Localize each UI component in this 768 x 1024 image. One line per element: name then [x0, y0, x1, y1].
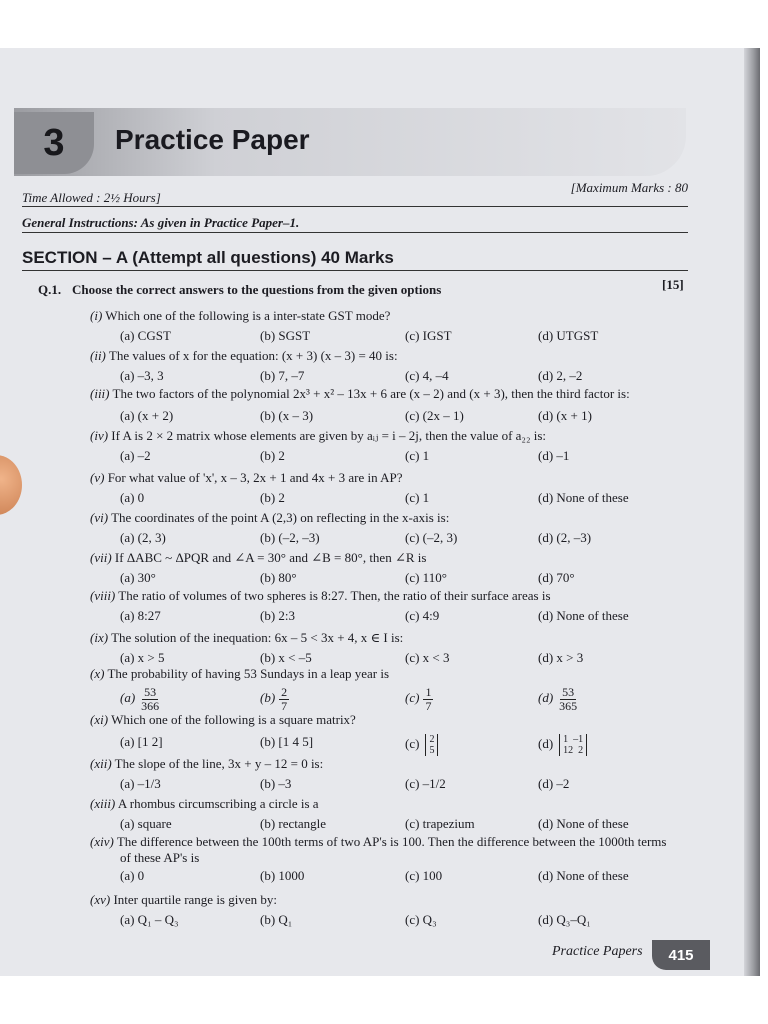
question-stem — [90, 308, 690, 324]
divider — [22, 270, 688, 271]
option-text: (d) None of these — [538, 608, 629, 623]
option — [120, 650, 165, 666]
item-number: (x) — [90, 666, 105, 681]
item-number: (vii) — [90, 550, 112, 565]
item-text: The difference between the 100th terms of two AP's is 100. Then the difference between the 1000th terms — [116, 834, 667, 849]
option-text: (d) x > 3 — [538, 650, 584, 665]
option — [538, 734, 587, 756]
option-text: (d) None of these — [538, 816, 629, 831]
question-stem — [90, 630, 690, 646]
footer-label: Practice Papers — [552, 944, 643, 959]
item-number: (iii) — [90, 386, 110, 401]
option-text: (b) –3 — [260, 776, 292, 791]
item-text: The values of x for the equation: (x + 3) (x – 3) = 40 is: — [108, 348, 398, 363]
option — [260, 868, 304, 884]
option-text: (a) square — [120, 816, 172, 831]
option-text: (d) (2, –3) — [538, 530, 592, 545]
option — [260, 490, 285, 506]
numerator: 2 — [281, 685, 288, 699]
option-text: (a) 0 — [120, 868, 145, 883]
item-text: If A is 2 × 2 matrix whose elements are given by aᵢⱼ = i – 2j, then the value of a₂₂ is: — [111, 428, 547, 443]
question-number: Q.1. — [38, 282, 62, 297]
numerator: 53 — [144, 685, 157, 699]
option-text: (a) –1/3 — [120, 776, 161, 791]
fraction — [423, 686, 433, 713]
question-stem — [90, 348, 690, 364]
option — [260, 686, 289, 713]
option — [405, 608, 439, 624]
item-text: The two factors of the polynomial 2x³ + x² – 13x + 6 are (x – 2) and (x + 3), then the third factor is: — [112, 386, 630, 401]
option-text: (c) x < 3 — [405, 650, 450, 665]
option — [538, 912, 591, 928]
item-text: The probability of having 53 Sundays in a leap year is — [107, 666, 390, 681]
item-text: The slope of the line, 3x + y – 12 = 0 is: — [114, 756, 324, 771]
option — [538, 368, 582, 384]
question-stem — [90, 892, 690, 908]
general-instructions: General Instructions: As given in Practice Paper–1. — [22, 215, 300, 230]
matrix-row: 2 — [429, 734, 435, 745]
question-stem — [90, 666, 690, 682]
item-number: (xii) — [90, 756, 112, 771]
page-edge — [744, 48, 760, 976]
question-stem — [90, 588, 690, 604]
option-text: (a) [1 2] — [120, 734, 163, 749]
item-number: (ii) — [90, 348, 106, 363]
question-stem — [90, 796, 690, 812]
item-number: (xiv) — [90, 834, 114, 849]
item-number: (xiii) — [90, 796, 116, 811]
option-text: (b) rectangle — [260, 816, 327, 831]
option-text: (a) 30° — [120, 570, 156, 585]
item-text: Which one of the following is a square matrix? — [111, 712, 356, 727]
option — [260, 530, 320, 546]
option-text: (c) trapezium — [405, 816, 475, 831]
option-text: (d) None of these — [538, 868, 629, 883]
option — [538, 328, 598, 344]
option-text: (b) 1000 — [260, 868, 305, 883]
divider — [22, 206, 688, 207]
option — [405, 912, 437, 928]
option-text: (c) — [405, 735, 420, 751]
option — [538, 650, 583, 666]
item-number: (i) — [90, 308, 103, 323]
option-text: (d) (x + 1) — [538, 408, 592, 423]
option — [538, 490, 629, 506]
option — [405, 530, 457, 546]
option — [405, 868, 442, 884]
option — [538, 816, 629, 832]
option-text: (d) Q₃–Q₁ — [538, 912, 591, 927]
numerator: 53 — [562, 685, 575, 699]
divider — [22, 232, 688, 233]
fraction — [279, 686, 289, 713]
option — [260, 448, 285, 464]
option-label: (b) — [260, 690, 276, 706]
option — [405, 776, 446, 792]
option — [120, 328, 171, 344]
option — [120, 686, 161, 713]
option-text: (c) (–2, 3) — [405, 530, 458, 545]
option — [260, 368, 304, 384]
option-text: (c) 110° — [405, 570, 447, 585]
option-text: (c) 4, –4 — [405, 368, 449, 383]
option — [120, 490, 144, 506]
page-number: 415 — [652, 940, 710, 970]
item-number: (xv) — [90, 892, 111, 907]
option — [538, 868, 629, 884]
denominator: 7 — [281, 699, 288, 713]
option — [120, 776, 161, 792]
question-text: Choose the correct answers to the questions from the given options — [72, 282, 442, 297]
item-number: (xi) — [90, 712, 109, 727]
chapter-number: 3 — [43, 121, 65, 164]
option-text: (b) 2 — [260, 490, 285, 505]
question-stem — [90, 712, 690, 728]
option-text: (d) None of these — [538, 490, 629, 505]
denominator: 7 — [425, 699, 432, 713]
option — [260, 408, 313, 424]
option-text: (b) x < –5 — [260, 650, 312, 665]
square-matrix — [559, 734, 587, 756]
option — [538, 530, 591, 546]
option-text: (d) –2 — [538, 776, 570, 791]
option-text: (d) — [538, 735, 554, 751]
item-text: The ratio of volumes of two spheres is 8:27. Then, the ratio of their surface areas is — [118, 588, 551, 603]
option — [120, 734, 163, 750]
section-title: SECTION – A (Attempt all questions) 40 Marks — [22, 248, 394, 267]
option-text: (c) 1 — [405, 448, 430, 463]
option-text: (b) 2 — [260, 448, 285, 463]
matrix-row: 5 — [429, 745, 435, 756]
option-text: (b) 7, –7 — [260, 368, 305, 383]
maximum-marks: [Maximum Marks : 80 — [570, 180, 688, 195]
option-text: (c) IGST — [405, 328, 452, 343]
option — [120, 530, 166, 546]
option-text: (c) (2x – 1) — [405, 408, 464, 423]
option — [405, 408, 464, 424]
option-text: (a) –2 — [120, 448, 151, 463]
question-stem — [90, 470, 690, 486]
question-stem — [90, 756, 690, 772]
option-text: (d) 2, –2 — [538, 368, 583, 383]
option — [538, 448, 569, 464]
option-label: (a) — [120, 690, 136, 706]
option-text: (d) UTGST — [538, 328, 599, 343]
denominator: 366 — [141, 699, 160, 713]
option — [120, 912, 179, 928]
question-marks: [15] — [662, 277, 684, 292]
option-text: (a) x > 5 — [120, 650, 165, 665]
item-text: If ΔABC ~ ΔPQR and ∠A = 30° and ∠B = 80°, then ∠R is — [114, 550, 427, 565]
question-stem — [90, 550, 690, 566]
option-text: (d) –1 — [538, 448, 570, 463]
option — [260, 734, 313, 750]
option — [120, 868, 144, 884]
column-matrix — [425, 734, 438, 756]
option-text: (a) (2, 3) — [120, 530, 166, 545]
item-number: (viii) — [90, 588, 116, 603]
option — [405, 448, 429, 464]
option-text: (a) (x + 2) — [120, 408, 174, 423]
option — [538, 608, 629, 624]
option — [260, 328, 310, 344]
option-text: (c) 100 — [405, 868, 443, 883]
fraction — [557, 686, 579, 713]
option — [405, 570, 447, 586]
item-number: (vi) — [90, 510, 109, 525]
option — [405, 328, 452, 344]
option — [538, 776, 569, 792]
option — [405, 816, 475, 832]
option — [120, 816, 172, 832]
option-text: (b) 2:3 — [260, 608, 296, 623]
option — [120, 448, 151, 464]
item-text: The coordinates of the point A (2,3) on reflecting in the x-axis is: — [111, 510, 450, 525]
option — [405, 734, 438, 756]
option — [260, 570, 297, 586]
item-number: (v) — [90, 470, 105, 485]
option — [260, 608, 295, 624]
fraction — [139, 686, 161, 713]
option — [405, 650, 450, 666]
option — [260, 650, 312, 666]
option-text: (a) CGST — [120, 328, 171, 343]
option-text: (c) 4:9 — [405, 608, 440, 623]
option-text: (a) 8:27 — [120, 608, 161, 623]
item-text: Which one of the following is a inter-state GST mode? — [105, 308, 391, 323]
question-stem — [90, 834, 690, 850]
option-text: (c) –1/2 — [405, 776, 446, 791]
item-number: (ix) — [90, 630, 109, 645]
time-allowed: Time Allowed : 2½ Hours] — [22, 190, 161, 205]
item-text: The solution of the inequation: 6x – 5 < 3x + 4, x ∈ I is: — [111, 630, 404, 645]
item-text: A rhombus circumscribing a circle is a — [117, 796, 319, 811]
option — [538, 686, 579, 713]
option-text: (d) 70° — [538, 570, 575, 585]
option-text: (b) SGST — [260, 328, 311, 343]
option — [260, 816, 326, 832]
option-label: (c) — [405, 690, 420, 706]
chapter-badge — [14, 112, 94, 174]
question-stem — [90, 428, 690, 444]
question-stem — [90, 510, 690, 526]
option-text: (b) (–2, –3) — [260, 530, 320, 545]
denominator: 365 — [559, 699, 578, 713]
option — [120, 608, 161, 624]
option — [405, 686, 433, 713]
matrix-row: 12 2 — [563, 745, 584, 756]
option-text: (a) –3, 3 — [120, 368, 164, 383]
option — [405, 490, 429, 506]
option — [120, 408, 173, 424]
option-text: (c) 1 — [405, 490, 430, 505]
option — [120, 570, 156, 586]
option-text: (b) (x – 3) — [260, 408, 314, 423]
item-text-continued: of these AP's is — [120, 850, 200, 865]
option — [538, 408, 592, 424]
option-text: (a) 0 — [120, 490, 145, 505]
option-text: (b) Q₁ — [260, 912, 293, 927]
matrix-row: 1 –1 — [563, 734, 584, 745]
option — [538, 570, 575, 586]
option — [120, 368, 164, 384]
option-text: (b) [1 4 5] — [260, 734, 314, 749]
option-text: (b) 80° — [260, 570, 297, 585]
option-text: (a) Q₁ – Q₃ — [120, 912, 179, 927]
option — [260, 912, 292, 928]
item-number: (iv) — [90, 428, 109, 443]
option-text: (c) Q₃ — [405, 912, 437, 927]
numerator: 1 — [425, 685, 432, 699]
option — [260, 776, 291, 792]
question-stem — [90, 386, 690, 402]
page-title: Practice Paper — [115, 124, 310, 155]
item-text: Inter quartile range is given by: — [113, 892, 277, 907]
option-label: (d) — [538, 690, 554, 706]
item-text: For what value of 'x', x – 3, 2x + 1 and 4x + 3 are in AP? — [107, 470, 403, 485]
option — [405, 368, 449, 384]
